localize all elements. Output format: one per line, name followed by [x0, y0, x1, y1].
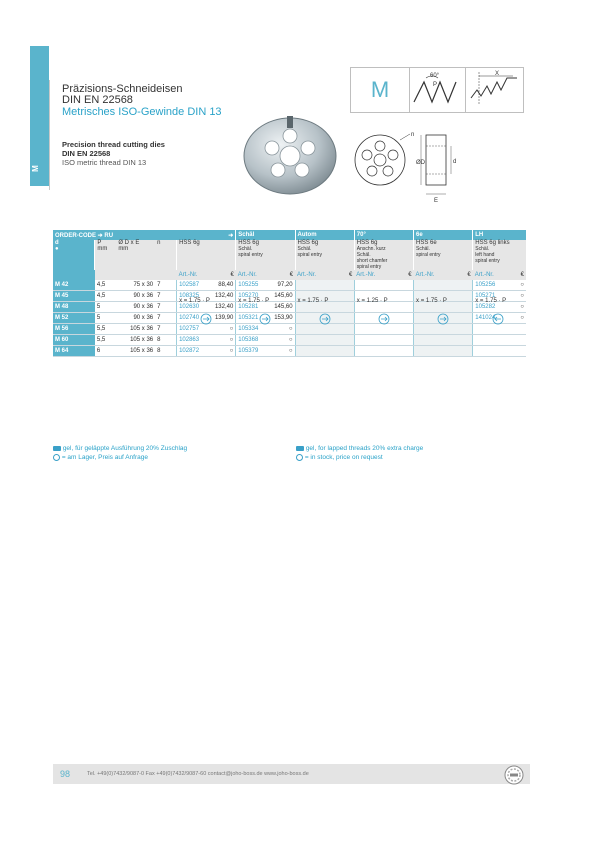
- rotation-icon: [258, 312, 272, 326]
- table-row: [53, 313, 526, 324]
- col-n-header: [155, 240, 176, 270]
- type-x: x = 1.75 · P: [179, 298, 210, 304]
- type-name: HSS 6g: [179, 240, 200, 246]
- table-row: [53, 346, 526, 357]
- row-p: 5,5: [95, 324, 116, 335]
- row-p: 5,5: [95, 335, 116, 346]
- rotation-icon: [491, 312, 505, 326]
- col-d-sub: ●: [55, 246, 59, 252]
- col-p-unit: mm: [97, 246, 108, 252]
- note-de-1-text: gel, für geläppte Ausführung 20% Zuschlag: [62, 445, 188, 452]
- profile-angle: 60°: [430, 73, 440, 79]
- row-price-2: 97,20: [267, 280, 295, 291]
- type-desc: Schäl. spiral entry: [297, 246, 322, 258]
- col-d-header: [53, 240, 95, 270]
- row-dxe: 105 x 36: [116, 324, 155, 335]
- row-stock-6: [504, 335, 526, 346]
- row-stock-6: [504, 324, 526, 335]
- row-p: 5: [95, 313, 116, 324]
- note-en-1: [296, 445, 423, 452]
- type-desc: Schäl. spiral entry: [238, 246, 263, 258]
- drawing-d: d: [453, 159, 457, 165]
- lapped-icon: [53, 446, 61, 451]
- row-stock-1: ○: [208, 324, 236, 335]
- drawing-n: n: [411, 132, 415, 138]
- thread-type-badge: M: [350, 67, 410, 113]
- die-photo: [240, 112, 340, 196]
- type-x: x = 1.25 · P: [356, 298, 388, 304]
- art-label: Art.-Nr.: [354, 270, 386, 280]
- row-art-2[interactable]: 105255: [236, 280, 268, 291]
- profile-x: X: [495, 71, 500, 77]
- side-tab: [30, 46, 49, 186]
- subtitle-en-3: ISO metric thread DIN 13: [62, 158, 147, 167]
- rotation-icon: [199, 312, 213, 326]
- row-art-2[interactable]: 105321: [236, 313, 268, 324]
- row-art-2[interactable]: 105281: [236, 302, 268, 313]
- euro-label: €: [327, 270, 355, 280]
- row-price-1: 139,90: [208, 313, 236, 324]
- row-n: 7: [155, 302, 176, 313]
- row-dxe: 105 x 36: [116, 335, 155, 346]
- row-art-1[interactable]: 102740: [177, 313, 209, 324]
- row-d: M 45: [53, 291, 95, 302]
- row-art-6[interactable]: 105271: [473, 291, 505, 302]
- row-p: 4,5: [95, 291, 116, 302]
- type-desc: Anschn. kurz Schäl. short chamfer spiral entry: [356, 246, 388, 270]
- row-art-2[interactable]: 105379: [236, 346, 268, 357]
- table-column-header: [53, 240, 526, 270]
- type-desc: Schäl. left hand spiral entry: [475, 246, 500, 264]
- die-drawing: [350, 126, 468, 218]
- row-price-2: 153,90: [267, 313, 295, 324]
- order-code-arrow: ➜: [208, 230, 236, 240]
- row-n: 8: [155, 346, 176, 357]
- group-header-autom: Autom: [295, 230, 354, 240]
- row-price-1: 88,40: [208, 280, 236, 291]
- row-d: M 64: [53, 346, 95, 357]
- rotation-icon: [318, 312, 332, 326]
- note-en-2: [296, 454, 383, 461]
- euro-label: €: [208, 270, 236, 280]
- thread-profile-icon: [408, 67, 466, 113]
- euro-label: €: [504, 270, 526, 280]
- table-row: [53, 335, 526, 346]
- note-de-2: [53, 454, 148, 461]
- art-label: Art.-Nr.: [177, 270, 209, 280]
- type-name: HSS 6g: [356, 240, 378, 246]
- type-x: x = 1.75 · P: [416, 298, 447, 304]
- table-row: [53, 291, 526, 302]
- row-art-1[interactable]: 102587: [177, 280, 209, 291]
- note-en-2-text: = in stock, price on request: [304, 454, 383, 462]
- side-tab-label: M: [30, 165, 40, 172]
- row-price-2: 145,60: [267, 302, 295, 313]
- row-n: 7: [155, 280, 176, 291]
- group-header-70: 70°: [354, 230, 413, 240]
- row-stock-6: [504, 346, 526, 357]
- col-dxe-header: [116, 240, 155, 270]
- row-art-6[interactable]: 105256: [473, 280, 505, 291]
- type-desc: Schäl. spiral entry: [416, 246, 441, 258]
- rotation-icon: [377, 312, 391, 326]
- company-logo: [504, 765, 524, 785]
- row-d: M 56: [53, 324, 95, 335]
- subtitle-en-2: DIN EN 22568: [62, 149, 111, 158]
- col-n: n: [157, 240, 161, 246]
- euro-label: €: [267, 270, 295, 280]
- footer-contact: Tel. +49(0)7432/9087-0 Fax +49(0)7432/9087-60 contact@joho-boss.de www.joho-boss.de: [87, 771, 309, 777]
- subtitle-en-1: Precision thread cutting dies: [62, 140, 165, 149]
- row-stock-1: ○: [208, 335, 236, 346]
- type-name: HSS 6e: [416, 240, 437, 246]
- row-p: 6: [95, 346, 116, 357]
- row-dxe: 105 x 36: [116, 346, 155, 357]
- row-price-1: 132,40: [208, 302, 236, 313]
- row-p: 5: [95, 302, 116, 313]
- row-dxe: 90 x 36: [116, 313, 155, 324]
- row-stock-6: ○: [504, 280, 526, 291]
- product-table: [53, 230, 526, 357]
- row-stock-1: ○: [208, 346, 236, 357]
- drawing-E: E: [434, 198, 439, 204]
- type-x: x = 1.75 · P: [297, 298, 329, 304]
- title-line-2: DIN EN 22568: [62, 94, 133, 106]
- type-name: HSS 6g: [238, 240, 259, 246]
- type-name: HSS 6g links: [475, 240, 510, 246]
- row-stock-6: ○: [504, 291, 526, 302]
- lapped-icon: [296, 446, 304, 451]
- table-row: [53, 280, 526, 291]
- euro-label: €: [445, 270, 473, 280]
- table-group-header: [53, 230, 526, 240]
- art-label: Art.-Nr.: [414, 270, 446, 280]
- stock-circle-icon: [53, 454, 60, 461]
- type-name: HSS 6g: [297, 240, 319, 246]
- col-dxe-unit: mm: [118, 246, 129, 252]
- type-x: x = 1.75 · P: [238, 298, 270, 304]
- row-stock-6: ○: [504, 302, 526, 313]
- row-d: M 60: [53, 335, 95, 346]
- type-x: x = 1.75 · P: [475, 298, 507, 304]
- title-line-1: Präzisions-Schneideisen: [62, 83, 183, 95]
- row-stock-6: ○: [504, 313, 526, 324]
- art-label: Art.-Nr.: [295, 270, 327, 280]
- col-p: P: [97, 240, 102, 246]
- row-n: 7: [155, 291, 176, 302]
- row-art-6[interactable]: [473, 346, 505, 357]
- group-header-lh: LH: [473, 230, 526, 240]
- table-sublabel-row: [53, 270, 526, 280]
- row-art-6[interactable]: 141024: [473, 313, 505, 324]
- note-de-2-text: = am Lager, Preis auf Anfrage: [61, 454, 148, 462]
- row-d: M 52: [53, 313, 95, 324]
- row-price-1: 132,40: [208, 291, 236, 302]
- row-price-2: 145,60: [267, 291, 295, 302]
- row-art-6[interactable]: [473, 335, 505, 346]
- col-p-header: [95, 240, 116, 270]
- group-header-6e: 6e: [414, 230, 473, 240]
- row-d: M 48: [53, 302, 95, 313]
- row-art-1[interactable]: 102630: [177, 302, 209, 313]
- row-art-1[interactable]: 102757: [177, 324, 209, 335]
- page-number: 98: [60, 769, 71, 779]
- note-en-1-text: gel, for lapped threads 20% extra charge: [305, 445, 424, 452]
- title-line-3: Metrisches ISO-Gewinde DIN 13: [62, 106, 222, 118]
- row-art-1[interactable]: 102863: [177, 335, 209, 346]
- group-header-schael: Schäl: [236, 230, 295, 240]
- row-p: 4,5: [95, 280, 116, 291]
- rotation-icon: [436, 312, 450, 326]
- stock-circle-icon: [296, 454, 303, 461]
- row-stock-2: ○: [267, 324, 295, 335]
- drawing-D: ØD: [416, 160, 425, 166]
- left-rule: [49, 80, 50, 190]
- order-code: ORDER-CODE ➜ RU: [53, 230, 208, 240]
- row-dxe: 90 x 36: [116, 291, 155, 302]
- row-art-2[interactable]: 105334: [236, 324, 268, 335]
- row-dxe: 75 x 30: [116, 280, 155, 291]
- row-stock-2: ○: [267, 335, 295, 346]
- note-de-1: [53, 445, 187, 452]
- row-n: 7: [155, 313, 176, 324]
- art-label: Art.-Nr.: [236, 270, 268, 280]
- art-label: Art.-Nr.: [473, 270, 505, 280]
- table-row: [53, 324, 526, 335]
- row-n: 7: [155, 324, 176, 335]
- row-art-2[interactable]: 105368: [236, 335, 268, 346]
- table-row: [53, 302, 526, 313]
- row-art-6[interactable]: 105282: [473, 302, 505, 313]
- euro-label: €: [386, 270, 414, 280]
- row-art-2[interactable]: 105270: [236, 291, 268, 302]
- profile-p: P: [433, 82, 438, 88]
- row-stock-2: ○: [267, 346, 295, 357]
- row-n: 8: [155, 335, 176, 346]
- row-art-1[interactable]: 108325: [177, 291, 209, 302]
- row-art-1[interactable]: 102872: [177, 346, 209, 357]
- chamfer-profile-icon: [465, 67, 524, 113]
- col-d: d: [55, 240, 59, 246]
- col-dxe: Ø D x E: [118, 240, 140, 246]
- row-dxe: 90 x 36: [116, 302, 155, 313]
- row-d: M 42: [53, 280, 95, 291]
